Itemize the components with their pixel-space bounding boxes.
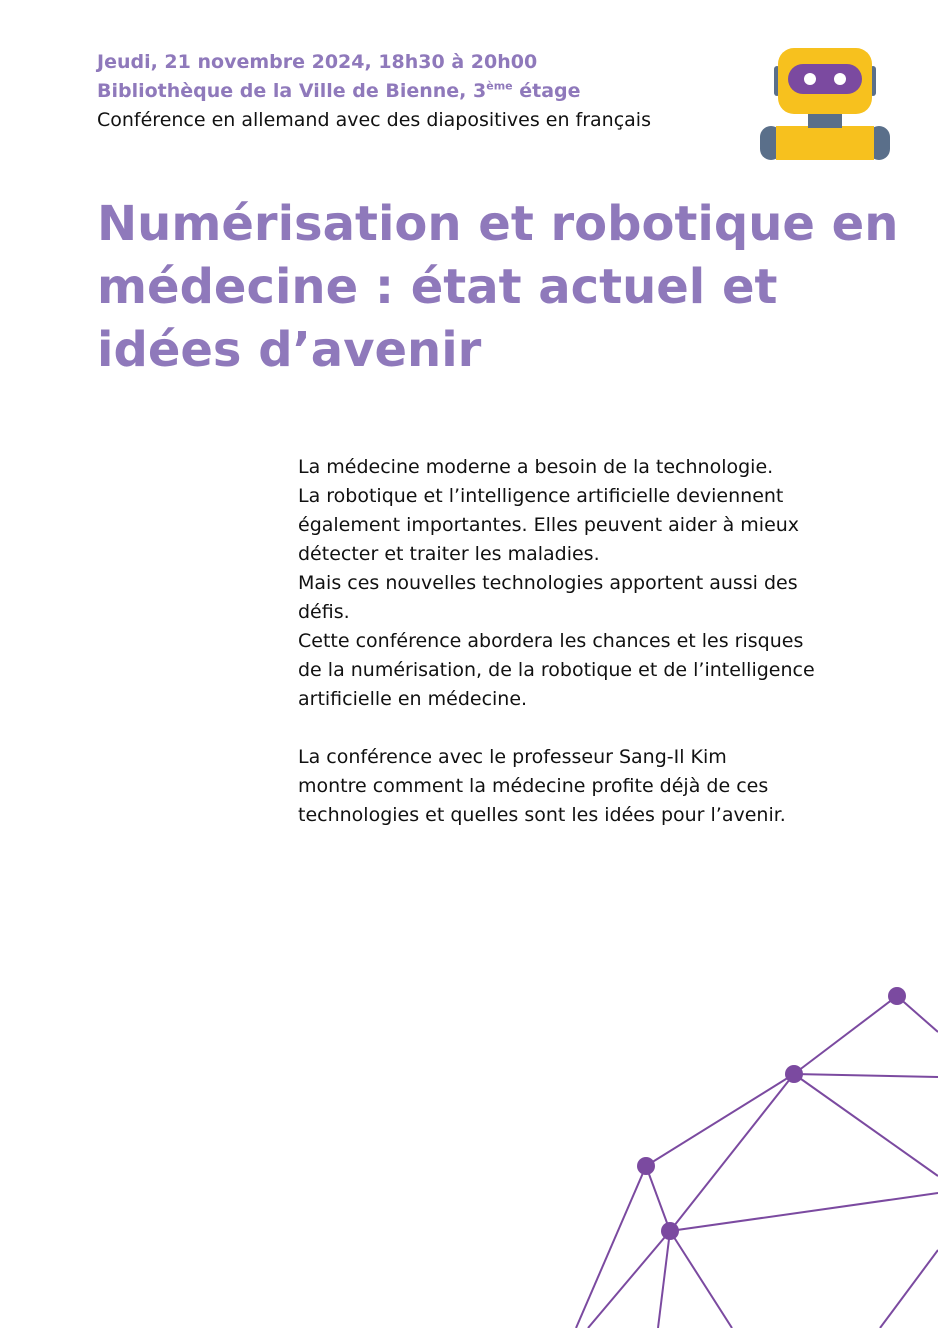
event-location: [97, 77, 651, 106]
event-location-text: Bibliothèque de la Ville de Bienne, 3: [97, 80, 487, 102]
paragraph-line: de la numérisation, de la robotique et de l’intelligence: [298, 659, 815, 681]
robot-icon: [760, 44, 890, 166]
event-location-superscript: ème: [486, 79, 513, 93]
title-line: idées d’avenir: [97, 322, 482, 378]
paragraph-line: La robotique et l’intelligence artificielle deviennent: [298, 485, 784, 507]
paragraph-line: Cette conférence abordera les chances et les risques: [298, 630, 804, 652]
network-decoration: [560, 980, 938, 1328]
paragraph-line: La médecine moderne a besoin de la technologie.: [298, 456, 774, 478]
paragraph-line: Mais ces nouvelles technologies apportent aussi des: [298, 572, 798, 594]
event-info: [97, 48, 651, 135]
paragraph-line: artificielle en médecine.: [298, 688, 528, 710]
event-language-note: Conférence en allemand avec des diapositives en français: [97, 109, 651, 131]
paragraph-line: détecter et traiter les maladies.: [298, 543, 600, 565]
paragraph-line: technologies et quelles sont les idées pour l’avenir.: [298, 804, 786, 826]
paragraph-spacer: [298, 714, 908, 743]
paragraph-line: montre comment la médecine profite déjà de ces: [298, 775, 769, 797]
page-title: [97, 193, 899, 382]
paragraph-line: défis.: [298, 601, 350, 623]
title-line: Numérisation et robotique en: [97, 196, 899, 252]
body-text: [298, 453, 908, 830]
paragraph-line: La conférence avec le professeur Sang-Il Kim: [298, 746, 727, 768]
event-date-time: Jeudi, 21 novembre 2024, 18h30 à 20h00: [97, 51, 538, 73]
paragraph-line: également importantes. Elles peuvent aider à mieux: [298, 514, 800, 536]
event-location-suffix: étage: [512, 80, 581, 102]
title-line: médecine : état actuel et: [97, 259, 778, 315]
